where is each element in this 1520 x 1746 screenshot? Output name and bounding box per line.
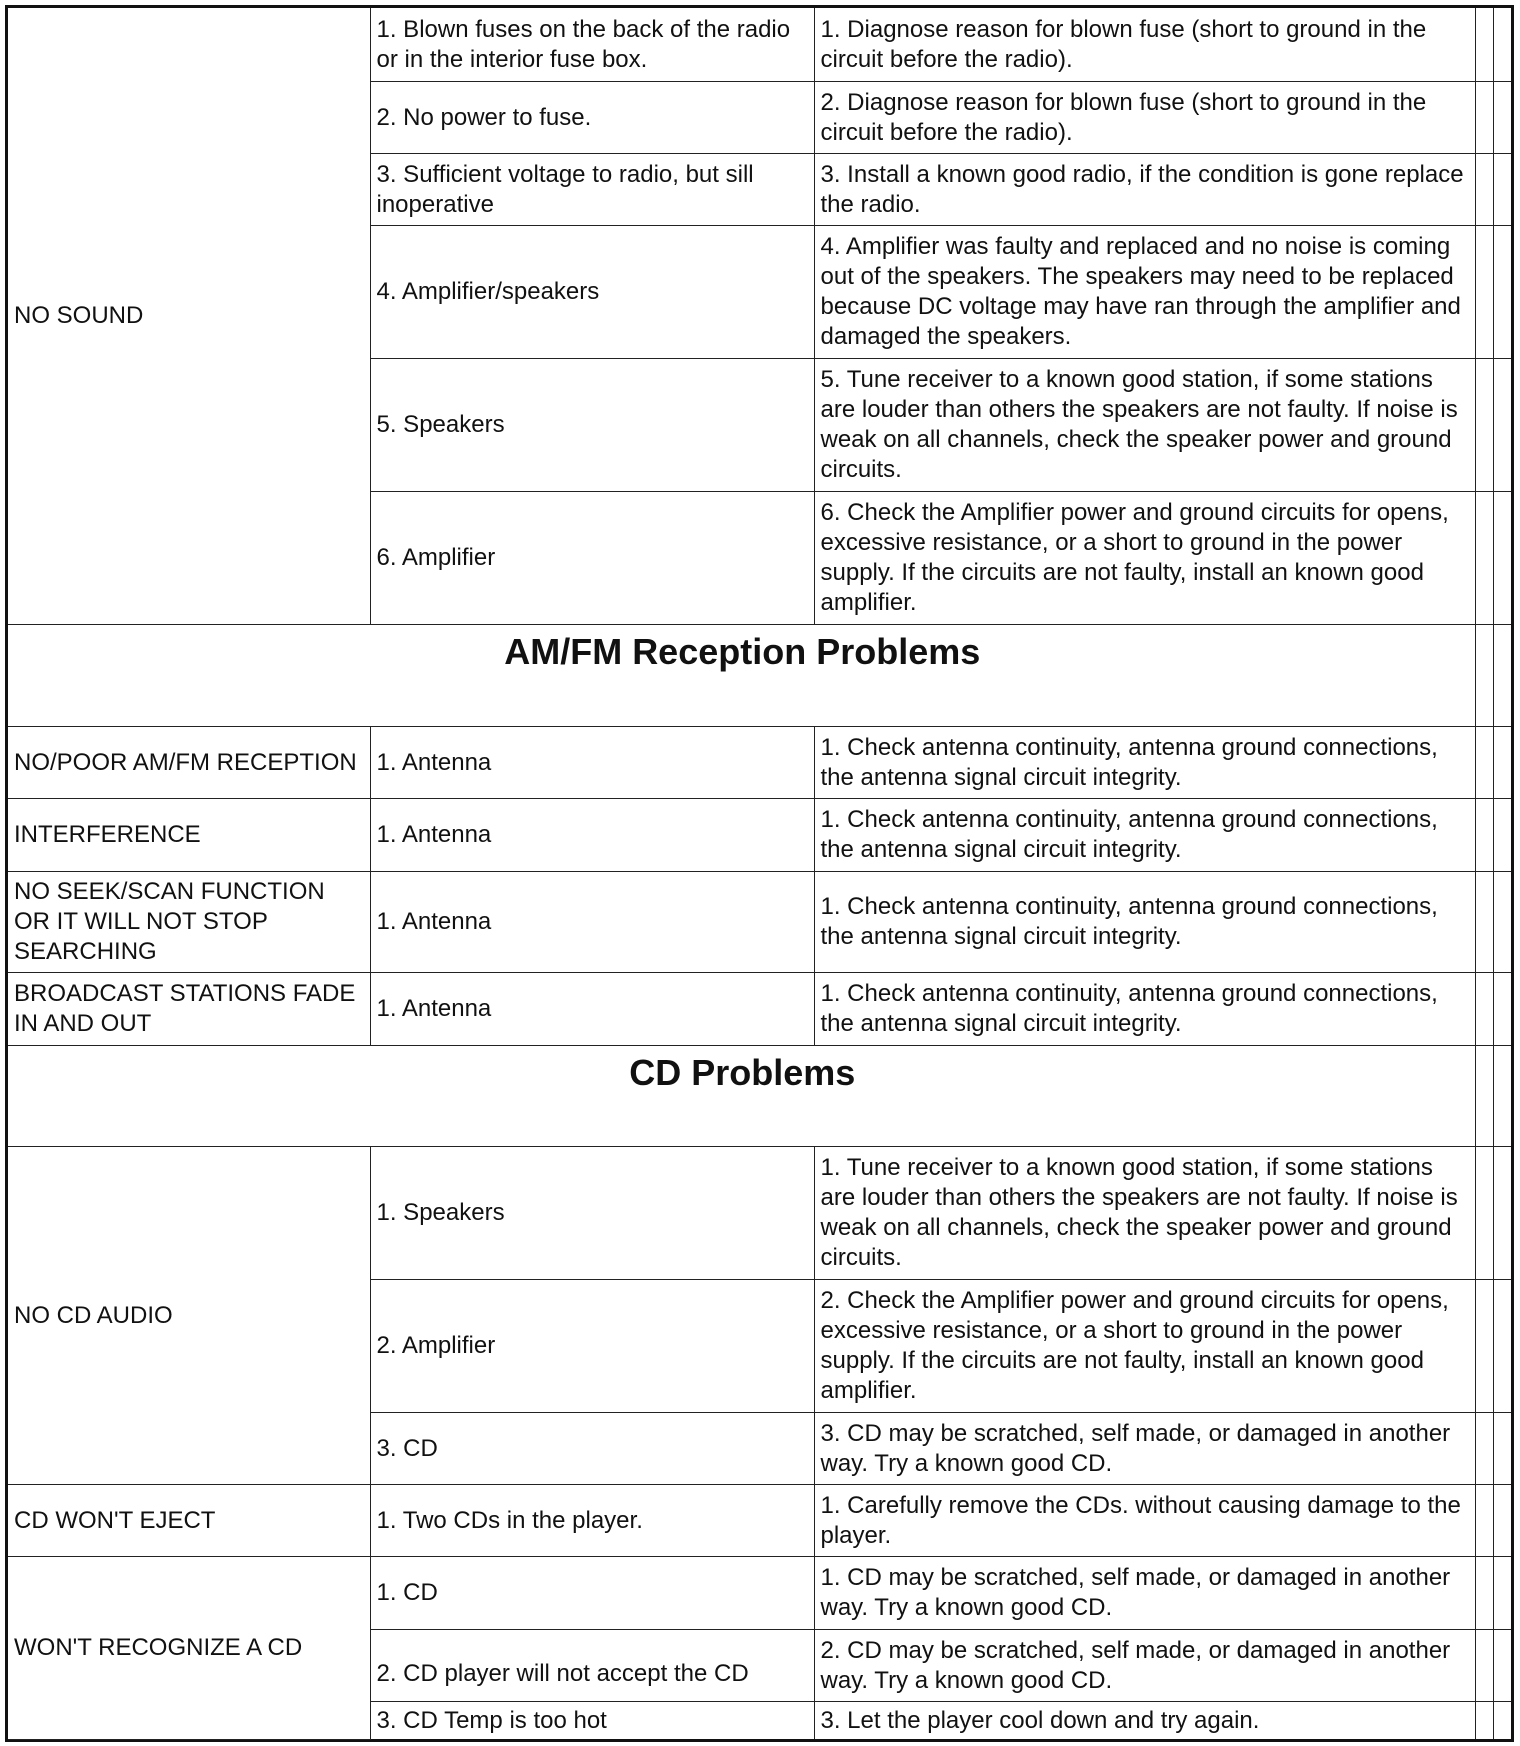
symptom-cell: BROADCAST STATIONS FADE IN AND OUT (8, 972, 370, 1045)
check-box[interactable] (1493, 491, 1511, 624)
correction-cell: 1. Check antenna continuity, antenna ground connections, the antenna signal circuit integrity. (814, 798, 1475, 871)
check-box[interactable] (1475, 1701, 1493, 1739)
check-box[interactable] (1475, 1484, 1493, 1556)
check-box[interactable] (1475, 1412, 1493, 1484)
correction-cell: 5. Tune receiver to a known good station, if some stations are louder than others the speakers are not faulty. If noise is weak on all channels, check the speaker power and ground circuits. (814, 358, 1475, 491)
cause-cell: 2. CD player will not accept the CD (370, 1629, 814, 1701)
cause-cell: 3. CD (370, 1412, 814, 1484)
check-box[interactable] (1493, 1146, 1511, 1279)
check-box[interactable] (1493, 1279, 1511, 1412)
section-header-row (8, 624, 1511, 726)
check-box[interactable] (1493, 358, 1511, 491)
section-header-row (8, 1045, 1511, 1146)
section-heading-am-fm: AM/FM Reception Problems (8, 624, 1475, 726)
check-box[interactable] (1475, 491, 1493, 624)
correction-cell: 1. Carefully remove the CDs. without causing damage to the player. (814, 1484, 1475, 1556)
diagnostic-table (8, 8, 1511, 1740)
check-box[interactable] (1493, 871, 1511, 972)
correction-cell: 1. CD may be scratched, self made, or damaged in another way. Try a known good CD. (814, 1556, 1475, 1629)
correction-cell: 1. Check antenna continuity, antenna ground connections, the antenna signal circuit integrity. (814, 726, 1475, 798)
check-box[interactable] (1493, 1045, 1511, 1146)
check-box[interactable] (1475, 358, 1493, 491)
table-row (8, 8, 1511, 81)
check-box[interactable] (1493, 153, 1511, 225)
correction-cell: 6. Check the Amplifier power and ground circuits for opens, excessive resistance, or a short to ground in the power supply. If the circuits are not faulty, install an known good amplifier. (814, 491, 1475, 624)
check-box[interactable] (1475, 972, 1493, 1045)
cause-cell: 1. Blown fuses on the back of the radio or in the interior fuse box. (370, 8, 814, 81)
cause-cell: 1. CD (370, 1556, 814, 1629)
check-box[interactable] (1493, 624, 1511, 726)
check-box[interactable] (1475, 624, 1493, 726)
table-row (8, 871, 1511, 972)
table-row (8, 1484, 1511, 1556)
table-row (8, 1556, 1511, 1629)
check-box[interactable] (1493, 81, 1511, 153)
correction-cell: 1. Check antenna continuity, antenna ground connections, the antenna signal circuit integrity. (814, 871, 1475, 972)
correction-cell: 3. Let the player cool down and try again. (814, 1701, 1475, 1739)
correction-cell: 2. Diagnose reason for blown fuse (short to ground in the circuit before the radio). (814, 81, 1475, 153)
check-box[interactable] (1493, 1629, 1511, 1701)
cause-cell: 1. Antenna (370, 726, 814, 798)
correction-cell: 3. Install a known good radio, if the condition is gone replace the radio. (814, 153, 1475, 225)
cause-cell: 1. Antenna (370, 798, 814, 871)
check-box[interactable] (1475, 8, 1493, 81)
symptom-cell: NO SEEK/SCAN FUNCTION OR IT WILL NOT STOP SEARCHING (8, 871, 370, 972)
check-box[interactable] (1475, 871, 1493, 972)
cause-cell: 6. Amplifier (370, 491, 814, 624)
cause-cell: 1. Antenna (370, 972, 814, 1045)
check-box[interactable] (1493, 798, 1511, 871)
correction-cell: 2. Check the Amplifier power and ground circuits for opens, excessive resistance, or a short to ground in the power supply. If the circuits are not faulty, install an known good amplifier. (814, 1279, 1475, 1412)
correction-cell: 4. Amplifier was faulty and replaced and no noise is coming out of the speakers. The speakers may need to be replaced because DC voltage may have ran through the amplifier and damaged the speakers. (814, 225, 1475, 358)
check-box[interactable] (1475, 726, 1493, 798)
check-box[interactable] (1475, 153, 1493, 225)
cause-cell: 2. Amplifier (370, 1279, 814, 1412)
check-box[interactable] (1475, 225, 1493, 358)
symptom-cell: NO CD AUDIO (8, 1146, 370, 1484)
correction-cell: 1. Diagnose reason for blown fuse (short to ground in the circuit before the radio). (814, 8, 1475, 81)
check-box[interactable] (1493, 1556, 1511, 1629)
check-box[interactable] (1493, 225, 1511, 358)
check-box[interactable] (1475, 1146, 1493, 1279)
check-box[interactable] (1493, 972, 1511, 1045)
check-box[interactable] (1493, 1484, 1511, 1556)
check-box[interactable] (1493, 8, 1511, 81)
symptom-cell: NO SOUND (8, 8, 370, 624)
check-box[interactable] (1475, 1279, 1493, 1412)
check-box[interactable] (1475, 1629, 1493, 1701)
symptom-cell: NO/POOR AM/FM RECEPTION (8, 726, 370, 798)
cause-cell: 1. Speakers (370, 1146, 814, 1279)
diagnostic-chart-page (5, 5, 1514, 1742)
table-row (8, 972, 1511, 1045)
table-row (8, 1146, 1511, 1279)
cause-cell: 1. Antenna (370, 871, 814, 972)
check-box[interactable] (1475, 81, 1493, 153)
correction-cell: 1. Tune receiver to a known good station, if some stations are louder than others the speakers are not faulty. If noise is weak on all channels, check the speaker power and ground circuits. (814, 1146, 1475, 1279)
check-box[interactable] (1493, 726, 1511, 798)
correction-cell: 1. Check antenna continuity, antenna ground connections, the antenna signal circuit integrity. (814, 972, 1475, 1045)
check-box[interactable] (1493, 1701, 1511, 1739)
cause-cell: 3. CD Temp is too hot (370, 1701, 814, 1739)
cause-cell: 1. Two CDs in the player. (370, 1484, 814, 1556)
check-box[interactable] (1475, 798, 1493, 871)
symptom-cell: WON'T RECOGNIZE A CD (8, 1556, 370, 1739)
correction-cell: 3. CD may be scratched, self made, or damaged in another way. Try a known good CD. (814, 1412, 1475, 1484)
symptom-cell: CD WON'T EJECT (8, 1484, 370, 1556)
correction-cell: 2. CD may be scratched, self made, or damaged in another way. Try a known good CD. (814, 1629, 1475, 1701)
cause-cell: 3. Sufficient voltage to radio, but sill inoperative (370, 153, 814, 225)
symptom-cell: INTERFERENCE (8, 798, 370, 871)
cause-cell: 4. Amplifier/speakers (370, 225, 814, 358)
table-row (8, 798, 1511, 871)
check-box[interactable] (1475, 1556, 1493, 1629)
cause-cell: 2. No power to fuse. (370, 81, 814, 153)
check-box[interactable] (1475, 1045, 1493, 1146)
check-box[interactable] (1493, 1412, 1511, 1484)
cause-cell: 5. Speakers (370, 358, 814, 491)
table-row (8, 726, 1511, 798)
section-heading-cd: CD Problems (8, 1045, 1475, 1146)
